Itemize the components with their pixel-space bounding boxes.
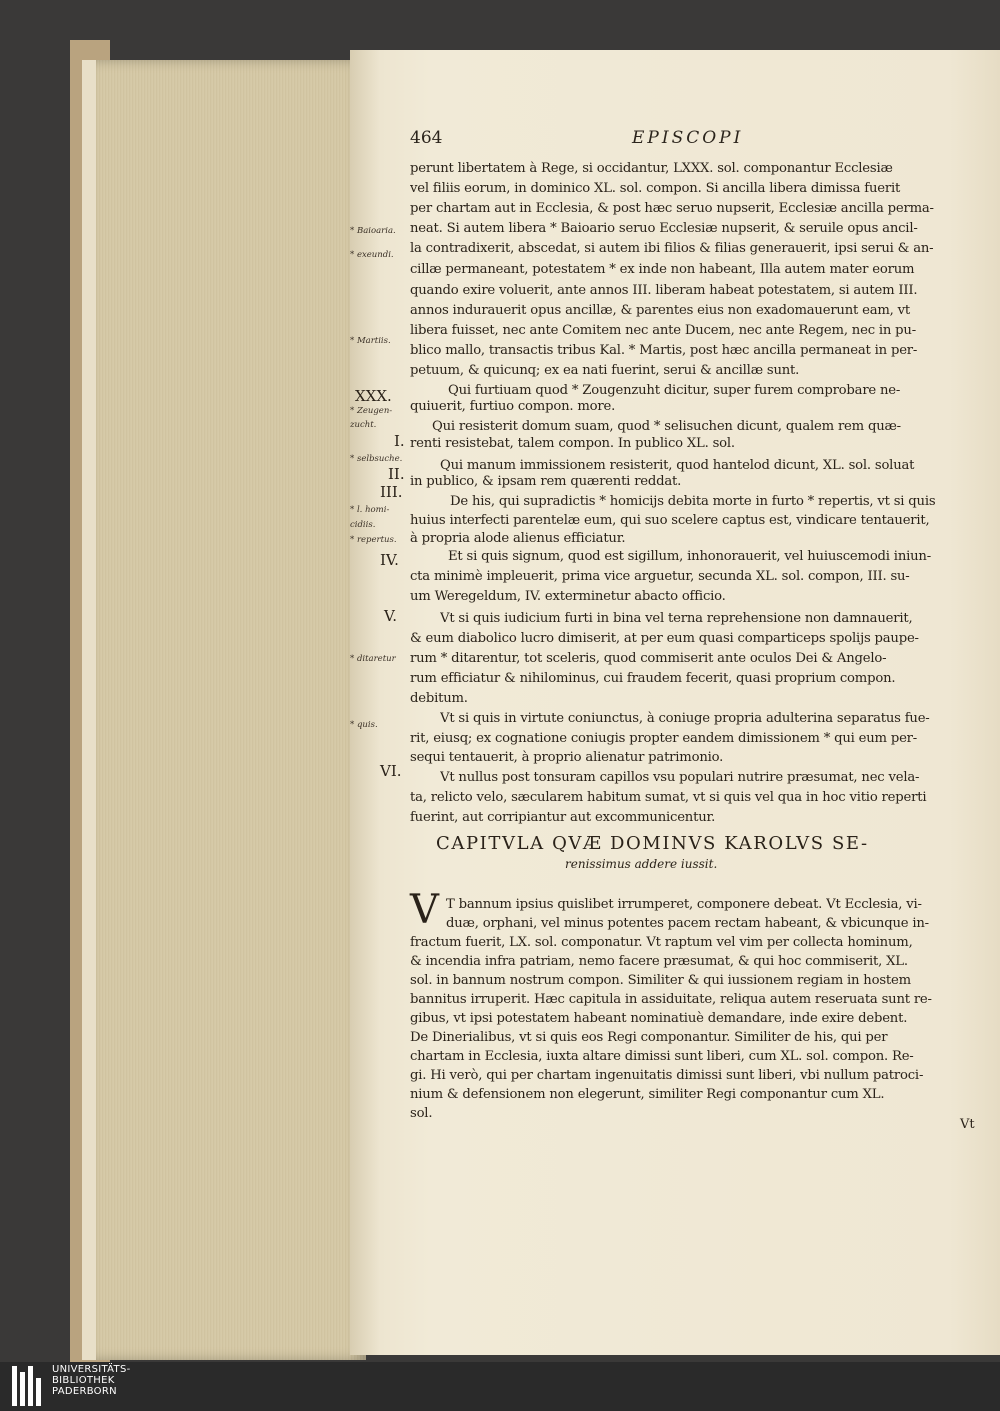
margin-note: cidiis. [350,520,376,530]
text-line: rum efficiatur & nihilominus, cui fraudem fecerit, quasi proprium compon. [410,671,896,686]
chapter-text-line: nium & defensionem non elegerunt, similiter Regi componantur cum XL. [410,1087,885,1102]
text-line: blico mallo, transactis tribus Kal. * Martis, post hæc ancilla permaneat in per- [410,343,918,358]
text-line: debitum. [410,691,468,706]
chapter-text-line: fractum fuerit, LX. sol. componatur. Vt raptum vel vim per collecta hominum, [410,935,913,950]
page-number: 464 [410,128,443,148]
text-line: rum * ditarentur, tot sceleris, quod commiserit ante oculos Dei & Angelo- [410,651,887,666]
chapter-text-line: De Dinerialibus, vt si quis eos Regi componantur. Similiter de his, qui per [410,1030,888,1045]
text-line: la contradixerit, abscedat, si autem ibi filios & filias generauerit, ipsi serui & an- [410,241,934,256]
margin-note: * Martiis. [350,336,391,346]
text-line: Et si quis signum, quod est sigillum, inhonorauerit, vel huiuscemodi iniun- [448,549,931,564]
text-line: huius interfecti parentelæ eum, qui suo scelere captus est, vindicare tentauerit, [410,513,930,528]
text-line: in publico, & ipsam rem quærenti reddat. [410,474,682,489]
section-numeral: II. [388,465,405,483]
drop-cap: V [410,887,439,933]
text-line: neat. Si autem libera * Baioario seruo Ecclesiæ nupserit, & seruile opus ancil- [410,221,918,236]
margin-note: * quis. [350,720,378,730]
text-line: ta, relicto velo, sæcularem habitum sumat, vt si quis vel qua in hoc vitio reperti [410,790,927,805]
library-name-line: UNIVERSITÄTS- [52,1364,131,1375]
text-line: De his, qui supradictis * homicijs debita morte in furto * repertis, vt si quis [450,494,936,509]
chapter-text-line: duæ, orphani, vel minus potentes pacem rectam habeant, & vbicunque in- [446,916,929,931]
section-numeral: XXX. [355,387,392,405]
text-line: cta minimè impleuerit, prima vice arguetur, secunda XL. sol. compon, III. su- [410,569,910,584]
text-line: quiuerit, furtiuo compon. more. [410,399,616,414]
text-line: fuerint, aut corripiantur aut excommunicentur. [410,810,716,825]
margin-note: * repertus. [350,535,397,545]
library-name-line: PADERBORN [52,1386,117,1397]
page-edges [82,60,366,1360]
text-line: renti resistebat, talem compon. In publico XL. sol. [410,436,735,451]
chapter-title: CAPITVLA QVÆ DOMINVS KAROLVS SE- [436,833,869,854]
running-head: EPISCOPI [632,128,744,148]
chapter-text-line: gi. Hi verò, qui per chartam ingenuitatis dimissi sunt liberi, vbi nullum patroci- [410,1068,924,1083]
library-logo-icon [10,1364,48,1408]
chapter-text-line: gibus, vt ipsi potestatem habeant nominatiuè demandare, inde exire debent. [410,1011,908,1026]
section-numeral: IV. [380,551,399,569]
chapter-text-line: chartam in Ecclesia, iuxta altare dimissi sunt liberi, cum XL. sol. compon. Re- [410,1049,914,1064]
library-name [52,1364,252,1408]
chapter-text-line: & incendia infra patriam, nemo facere præsumat, & qui hoc commiserit, XL. [410,954,908,969]
text-line: um Weregeldum, IV. exterminetur abacto officio. [410,589,726,604]
chapter-text-line: sol. in bannum nostrum compon. Similiter & qui iussionem regiam in hostem [410,973,911,988]
text-line: Vt si quis iudicium furti in bina vel terna reprehensione non damnauerit, [440,611,913,626]
text-line: per chartam aut in Ecclesia, & post hæc seruo nupserit, Ecclesiæ ancilla perma- [410,201,934,216]
text-line: cillæ permaneant, potestatem * ex inde non habeant, Illa autem mater eorum [410,262,915,277]
text-line: petuum, & quicunq; ex ea nati fuerint, serui & ancillæ sunt. [410,363,800,378]
text-line: Vt si quis in virtute coniunctus, à coniuge propria adulterina separatus fue- [440,711,930,726]
text-line: vel filiis eorum, in dominico XL. sol. compon. Si ancilla libera dimissa fuerit [410,181,901,196]
library-name-line: BIBLIOTHEK [52,1375,115,1386]
text-line: Qui manum immissionem resisterit, quod hantelod dicunt, XL. sol. soluat [440,458,915,473]
text-line: à propria alode alienus efficiatur. [410,531,626,546]
text-line: sequi tentauerit, à proprio alienatur patrimonio. [410,750,724,765]
text-line: perunt libertatem à Rege, si occidantur, LXXX. sol. componantur Ecclesiæ [410,161,893,176]
margin-note: * Baioaria. [350,226,396,236]
chapter-text-line: bannitus irruperit. Hæc capitula in assiduitate, reliqua autem reseruata sunt re- [410,992,932,1007]
chapter-text-line: T bannum ipsius quislibet irrumperet, componere debeat. Vt Ecclesia, vi- [446,897,922,912]
catchword: Vt [960,1117,975,1132]
margin-note: * Zeugen- [350,406,393,416]
margin-note: zucht. [350,420,377,430]
section-numeral: V. [384,607,397,625]
text-line: quando exire voluerit, ante annos III. liberam habeat potestatem, si autem III. [410,283,918,298]
margin-note: * ditaretur [350,654,396,664]
page-header [410,128,950,154]
margin-note: * selbsuche. [350,454,403,464]
text-line: annos indurauerit opus ancillæ, & parentes eius non exadomauerunt eam, vt [410,303,911,318]
section-numeral: I. [394,432,405,450]
text-line: Qui resisterit domum suam, quod * selisuchen dicunt, qualem rem quæ- [432,419,901,434]
section-numeral: III. [380,483,403,501]
text-line: Vt nullus post tonsuram capillos vsu populari nutrire præsumat, nec vela- [440,770,920,785]
text-line: rit, eiusq; ex cognatione coniugis propter eandem dimissionem * qui eum per- [410,731,918,746]
text-line: libera fuisset, nec ante Comitem nec ante Ducem, nec ante Regem, nec in pu- [410,323,916,338]
text-line: Qui furtiuam quod * Zougenzuht dicitur, super furem comprobare ne- [448,383,901,398]
chapter-text-line: sol. [410,1106,433,1121]
section-numeral: VI. [380,762,402,780]
chapter-subtitle: renissimus addere iussit. [565,857,718,871]
margin-note: * l. homi- [350,505,390,515]
margin-note: * exeundi. [350,250,394,260]
text-line: & eum diabolico lucro dimiserit, at per eum quasi comparticeps spolijs paupe- [410,631,919,646]
